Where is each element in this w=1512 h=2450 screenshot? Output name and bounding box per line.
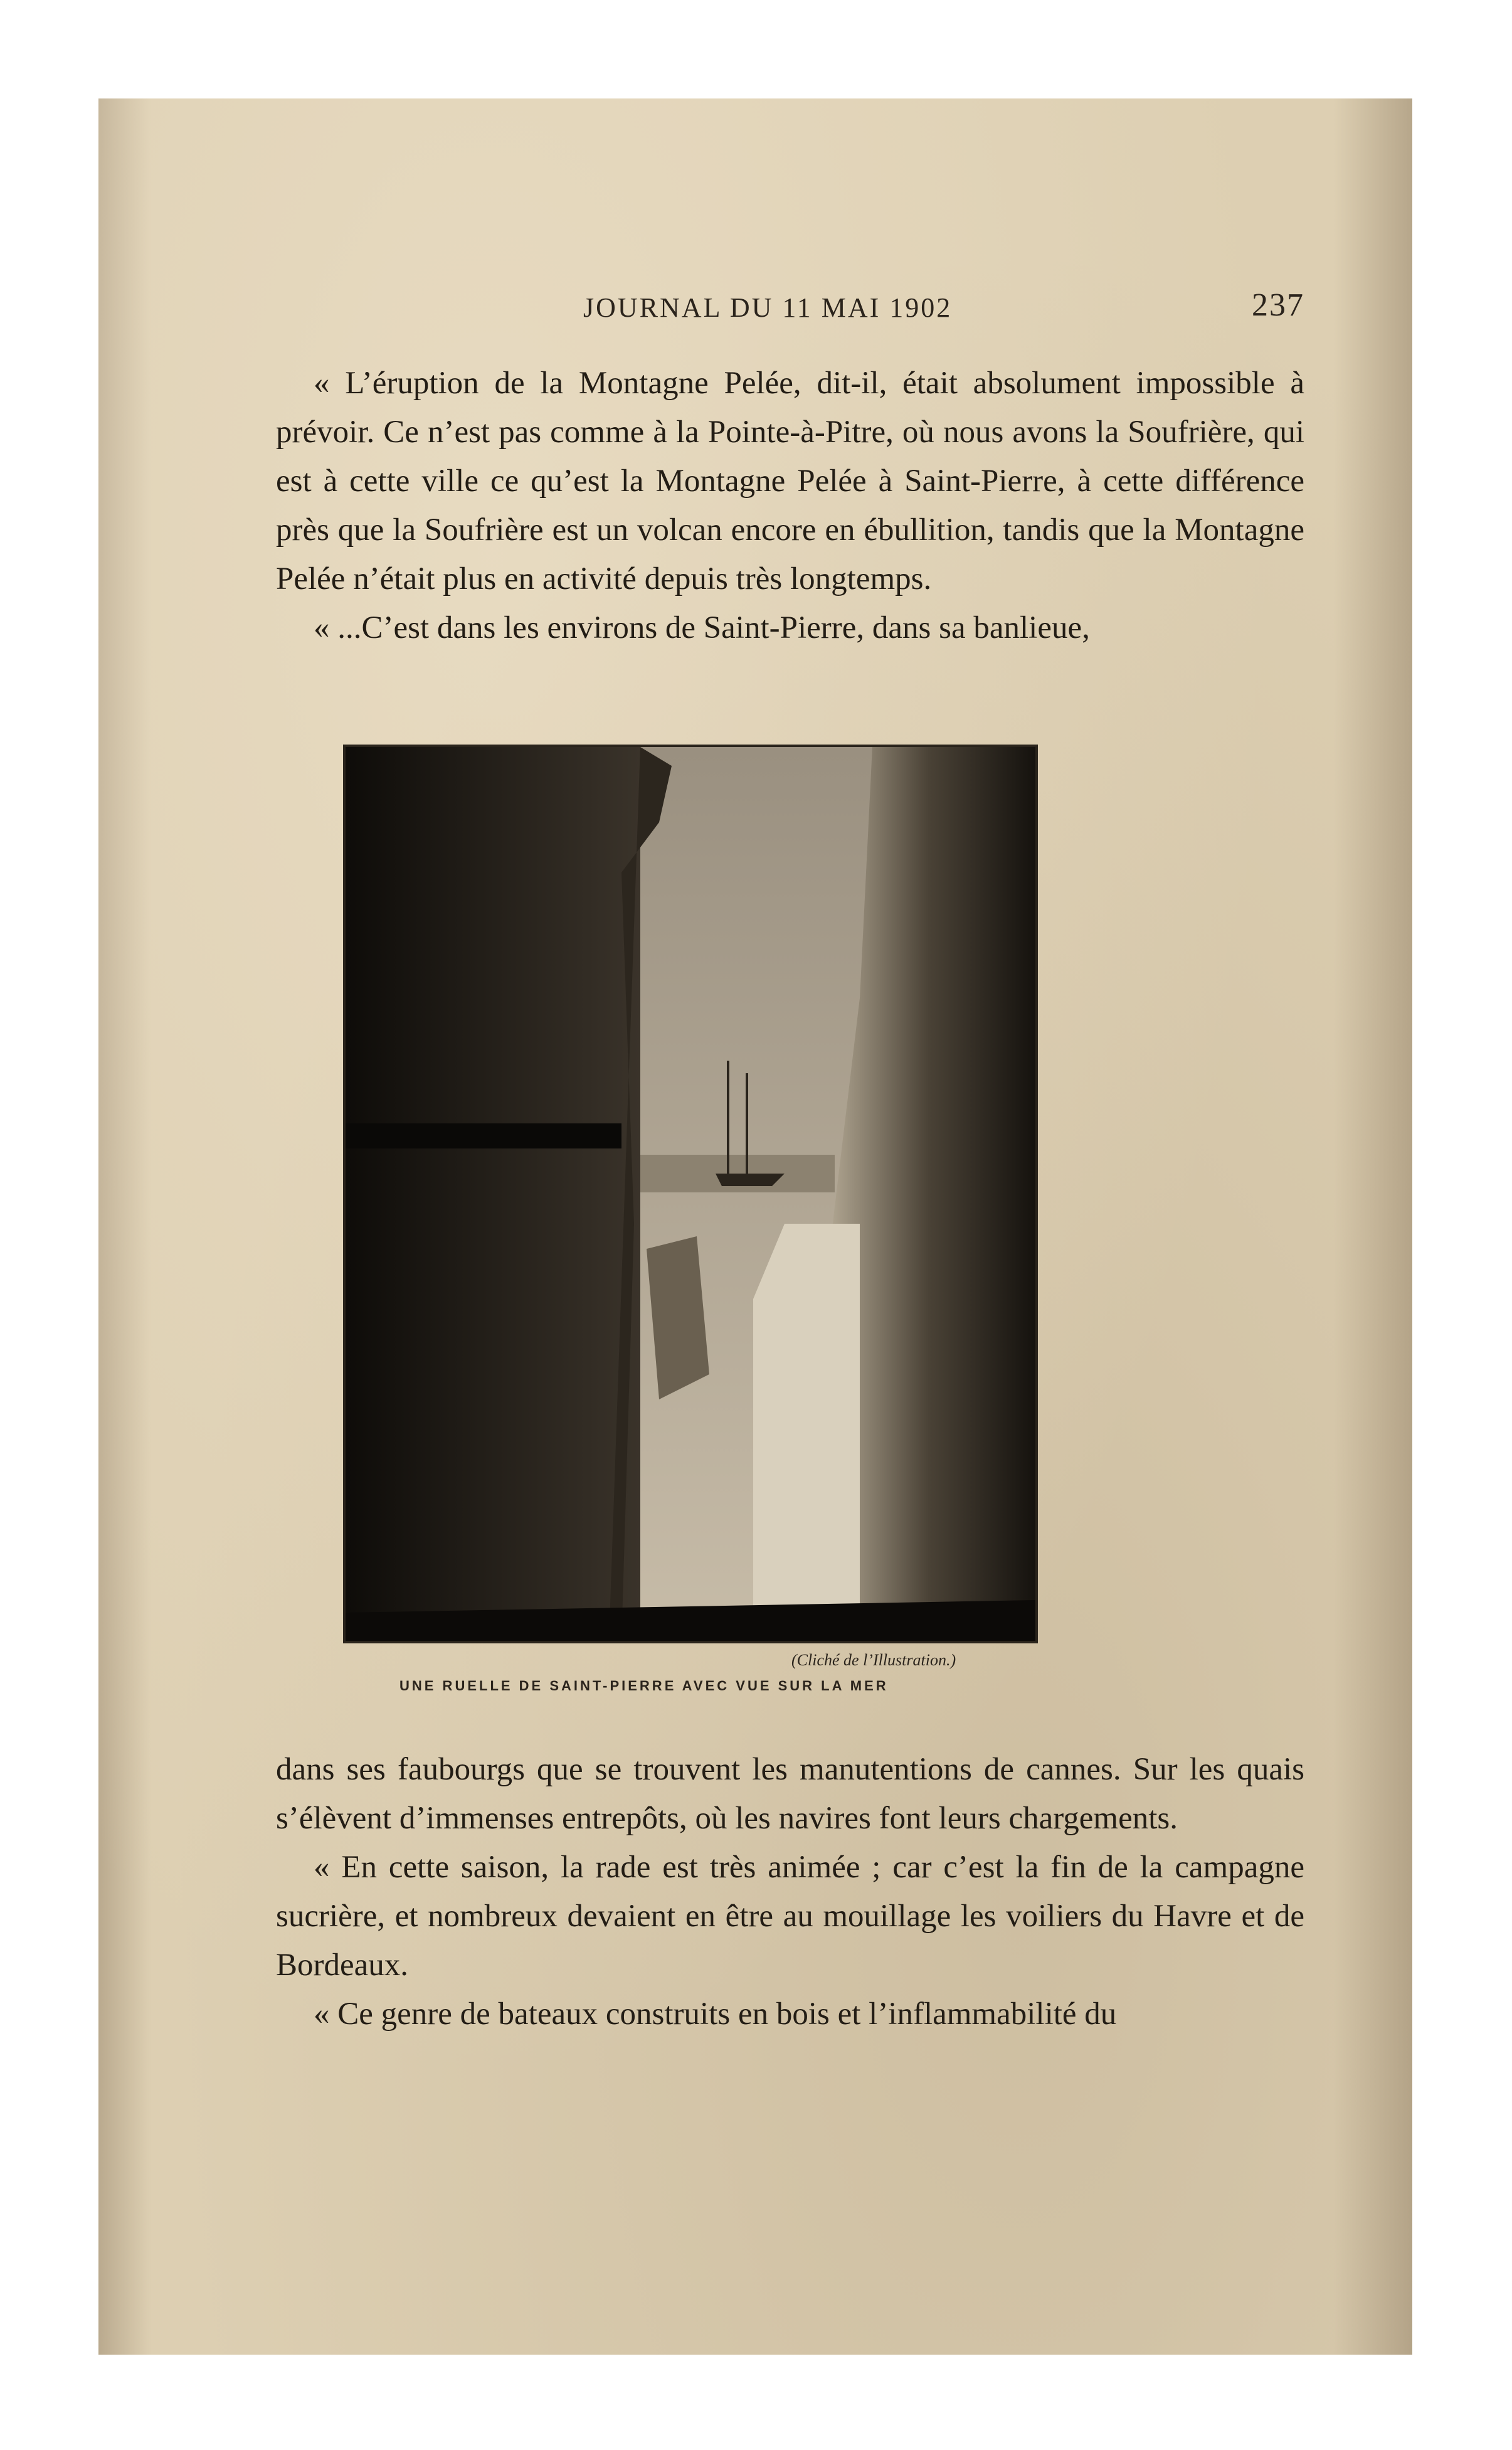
street-photo-illustration (346, 747, 1035, 1641)
page-number: 237 (1252, 287, 1304, 323)
paragraph: « L’éruption de la Montagne Pelée, dit-il, était absolument impossible à prévoir. Ce n’est pas comme à la Pointe-à-Pitre, où nous avons la Soufrière, qui est à cette ville ce qu’est la Montagne Pelée à Saint-Pierre, à cette différence près que la Soufrière est un volcan encore en ébullition, tandis que la Montagne Pelée n’était plus en activité depuis très longtemps. (276, 366, 1304, 597)
paragraph: dans ses faubourgs que se trouvent les manutentions de cannes. Sur les quais s’élèvent d’immenses entrepôts, où les navires font leurs chargements. (276, 1752, 1304, 1836)
scanned-page (98, 98, 1412, 2355)
running-title: JOURNAL DU 11 MAI 1902 (583, 292, 953, 323)
text-block-top (276, 359, 1304, 652)
paragraph: « Ce genre de bateaux construits en bois et l’inflammabilité du (314, 1997, 1117, 2032)
paragraph: « ...C’est dans les environs de Saint-Pierre, dans sa banlieue, (314, 610, 1090, 645)
paragraph: « En cette saison, la rade est très animée ; car c’est la fin de la campagne sucrière, et nombreux devaient en être au mouillage les voiliers du Havre et de Bordeaux. (276, 1850, 1304, 1983)
page-header (276, 287, 1304, 343)
figure-credit: (Cliché de l’Illustration.) (791, 1651, 956, 1669)
figure-caption: UNE RUELLE DE SAINT-PIERRE AVEC VUE SUR LA MER (399, 1678, 889, 1694)
text-block-bottom (276, 1745, 1304, 2039)
photograph-street-view (343, 745, 1038, 1643)
